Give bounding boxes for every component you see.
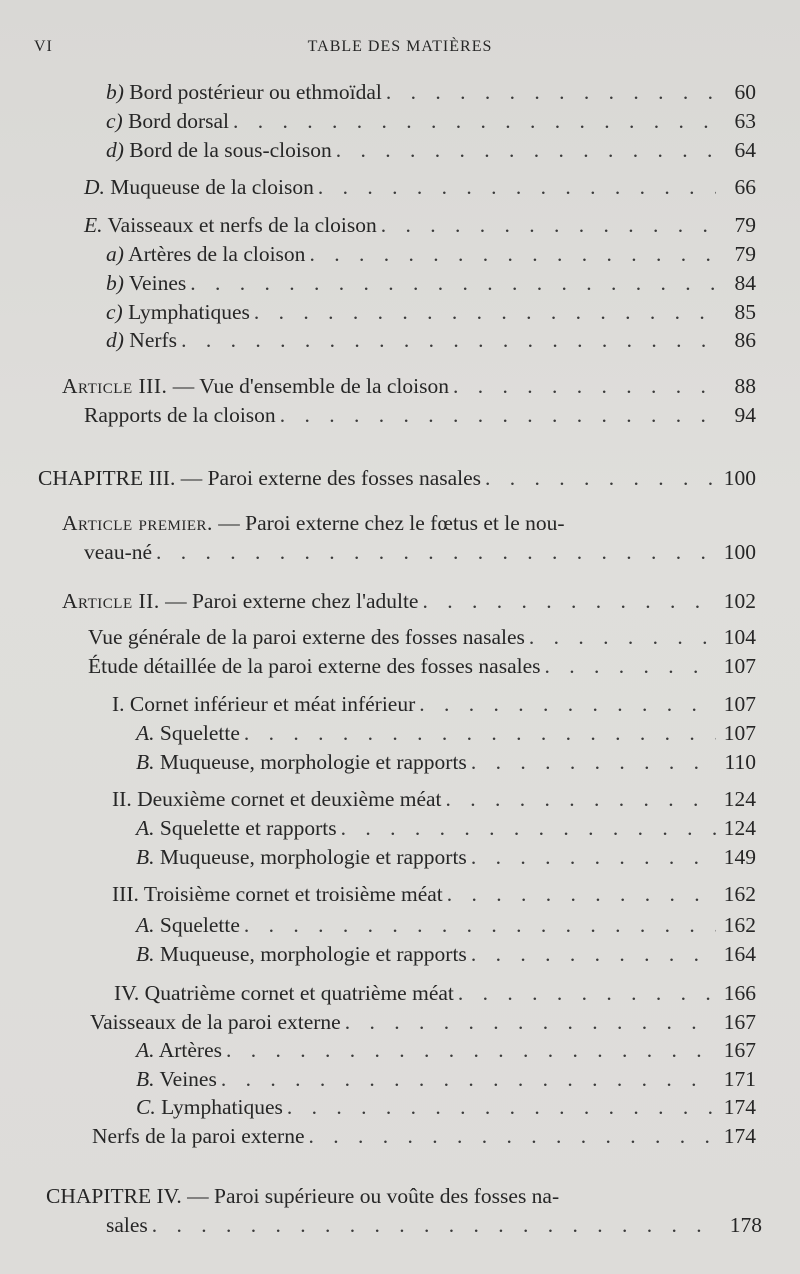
toc-entry: b) Bord postérieur ou ethmoïdal . . . 60 bbox=[106, 77, 756, 107]
page-number: 171 bbox=[723, 1067, 756, 1091]
toc-entry: Vue générale de la paroi externe des fosses nasales . . . 104 bbox=[88, 622, 756, 652]
toc-entry: III. Troisième cornet et troisième méat . . . 162 bbox=[112, 879, 756, 909]
page-number: 94 bbox=[734, 403, 756, 427]
leader-dots bbox=[280, 400, 716, 430]
toc-entry-line: Article premier. — Paroi externe chez le fœtus et le nou- bbox=[62, 511, 565, 535]
page-number: 84 bbox=[734, 271, 756, 295]
leader-dots bbox=[152, 1210, 722, 1240]
leader-dots bbox=[471, 747, 716, 777]
leader-dots bbox=[287, 1092, 716, 1122]
page-number: 88 bbox=[734, 374, 756, 398]
leader-dots bbox=[345, 1007, 716, 1037]
page-number: 104 bbox=[723, 625, 756, 649]
leader-dots bbox=[422, 586, 716, 616]
page-number: 63 bbox=[734, 109, 756, 133]
toc-entry: c) Lymphatiques . . . 85 bbox=[106, 297, 756, 327]
toc-entry: Article III. — Vue d'ensemble de la cloison . . . 88 bbox=[62, 371, 756, 401]
page-number: 107 bbox=[723, 654, 756, 678]
page-title: TABLE DES MATIÈRES bbox=[307, 38, 493, 55]
page-number: 85 bbox=[734, 300, 756, 324]
page-number: 60 bbox=[734, 80, 756, 104]
toc-entry: b) Veines . . . 84 bbox=[106, 268, 756, 298]
toc-entry: A. Squelette et rapports . . . 124 bbox=[136, 813, 756, 843]
toc-entry: I. Cornet inférieur et méat inférieur . . . 107 bbox=[112, 689, 756, 719]
toc-entry: B. Muqueuse, morphologie et rapports . . . 110 bbox=[136, 747, 756, 777]
toc-entry: E. Vaisseaux et nerfs de la cloison . . . 79 bbox=[84, 210, 756, 240]
leader-dots bbox=[529, 622, 716, 652]
leader-dots bbox=[254, 297, 716, 327]
page-number: 124 bbox=[723, 816, 756, 840]
page-number: 167 bbox=[723, 1010, 756, 1034]
leader-dots bbox=[458, 978, 716, 1008]
leader-dots bbox=[471, 842, 716, 872]
page-number: 100 bbox=[723, 540, 756, 564]
page-number: 178 bbox=[729, 1213, 762, 1237]
toc-entry: d) Nerfs . . . 86 bbox=[106, 325, 756, 355]
page-number: 162 bbox=[723, 913, 756, 937]
leader-dots bbox=[336, 135, 716, 165]
leader-dots bbox=[341, 813, 716, 843]
leader-dots bbox=[545, 651, 716, 681]
toc-entry: d) Bord de la sous-cloison . . . 64 bbox=[106, 135, 756, 165]
toc-entry: a) Artères de la cloison . . . 79 bbox=[106, 239, 756, 269]
chapter-entry-line: CHAPITRE IV. — Paroi supérieure ou voûte des fosses na- bbox=[46, 1184, 560, 1208]
toc-entry: B. Muqueuse, morphologie et rapports . . . 149 bbox=[136, 842, 756, 872]
toc-entry: Nerfs de la paroi externe . . . 174 bbox=[92, 1121, 756, 1151]
leader-dots bbox=[447, 879, 716, 909]
page-number: 100 bbox=[723, 466, 756, 490]
leader-dots bbox=[233, 106, 716, 136]
toc-entry: c) Bord dorsal . . . 63 bbox=[106, 106, 756, 136]
leader-dots bbox=[156, 537, 716, 567]
toc-entry: A. Squelette . . . 162 bbox=[136, 910, 756, 940]
chapter-entry: sales . . . 178 bbox=[106, 1210, 762, 1240]
leader-dots bbox=[226, 1035, 716, 1065]
page-number: 162 bbox=[723, 882, 756, 906]
page-number: 149 bbox=[723, 845, 756, 869]
page-number: 166 bbox=[723, 981, 756, 1005]
toc-entry: IV. Quatrième cornet et quatrième méat . . . 166 bbox=[114, 978, 756, 1008]
toc-entry: D. Muqueuse de la cloison . . . 66 bbox=[84, 172, 756, 202]
page-number: 64 bbox=[734, 138, 756, 162]
toc-entry: veau-né . . . 100 bbox=[84, 537, 756, 567]
leader-dots bbox=[419, 689, 716, 719]
leader-dots bbox=[381, 210, 716, 240]
toc-entry: Étude détaillée de la paroi externe des fosses nasales . . . 107 bbox=[88, 651, 756, 681]
page-number: 66 bbox=[734, 175, 756, 199]
page-number: 86 bbox=[734, 328, 756, 352]
leader-dots bbox=[221, 1064, 716, 1094]
leader-dots bbox=[485, 463, 716, 493]
toc-entry: II. Deuxième cornet et deuxième méat . . . 124 bbox=[112, 784, 756, 814]
toc-entry: Vaisseaux de la paroi externe . . . 167 bbox=[90, 1007, 756, 1037]
page-number: 174 bbox=[723, 1095, 756, 1119]
leader-dots bbox=[190, 268, 716, 298]
page-number: 102 bbox=[723, 589, 756, 613]
page-number: 167 bbox=[723, 1038, 756, 1062]
toc-entry: B. Veines . . . 171 bbox=[136, 1064, 756, 1094]
toc-entry: Rapports de la cloison . . . 94 bbox=[84, 400, 756, 430]
page-number: 164 bbox=[723, 942, 756, 966]
toc-entry: B. Muqueuse, morphologie et rapports . . . 164 bbox=[136, 939, 756, 969]
page-folio: VI bbox=[34, 38, 53, 55]
page-number: 107 bbox=[723, 692, 756, 716]
toc-entry: A. Artères . . . 167 bbox=[136, 1035, 756, 1065]
page-number: 79 bbox=[734, 213, 756, 237]
page-number: 107 bbox=[723, 721, 756, 745]
leader-dots bbox=[309, 239, 716, 269]
page-number: 79 bbox=[734, 242, 756, 266]
page-number: 124 bbox=[723, 787, 756, 811]
leader-dots bbox=[318, 172, 716, 202]
toc-entry: Article II. — Paroi externe chez l'adulte . . . 102 bbox=[62, 586, 756, 616]
leader-dots bbox=[453, 371, 716, 401]
leader-dots bbox=[244, 910, 716, 940]
leader-dots bbox=[386, 77, 716, 107]
leader-dots bbox=[244, 718, 716, 748]
leader-dots bbox=[181, 325, 716, 355]
toc-entry: C. Lymphatiques . . . 174 bbox=[136, 1092, 756, 1122]
leader-dots bbox=[309, 1121, 716, 1151]
running-head bbox=[0, 38, 800, 64]
page-number: 174 bbox=[723, 1124, 756, 1148]
toc-entry: A. Squelette . . . 107 bbox=[136, 718, 756, 748]
leader-dots bbox=[471, 939, 716, 969]
leader-dots bbox=[446, 784, 716, 814]
chapter-entry: CHAPITRE III. — Paroi externe des fosses nasales . . . 100 bbox=[38, 463, 756, 493]
page-number: 110 bbox=[724, 750, 756, 774]
